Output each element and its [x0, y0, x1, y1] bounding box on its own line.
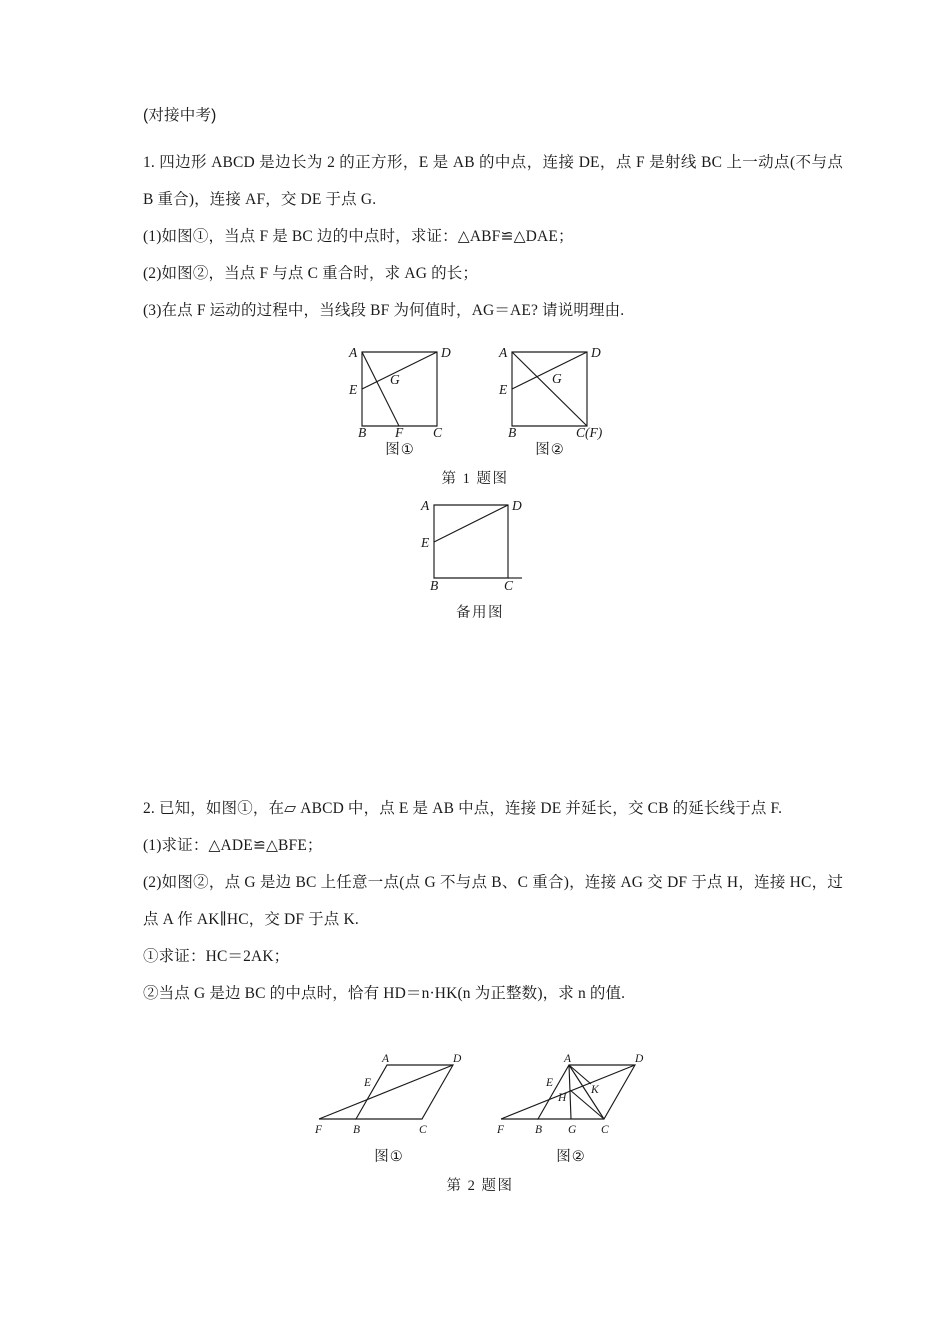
figure-1-label-F: F: [395, 425, 404, 440]
figure-2-label-E: E: [499, 382, 508, 397]
problem-1-figure-2-caption: 图②: [535, 442, 565, 458]
figure-1-label-B: B: [358, 425, 367, 440]
p2-f1-label-A: A: [382, 1053, 390, 1065]
problem-2-statement: 2. 已知，如图①，在▱ ABCD 中，点 E 是 AB 中点，连接 DE 并延长，交 CB 的延长线于点 F.: [143, 800, 783, 817]
problem-1-part-1: (1)如图①，当点 F 是 BC 边的中点时，求证：△ABF≌△DAE；: [143, 227, 574, 245]
backup-label-A: A: [421, 498, 430, 513]
p2-f2-label-K: K: [591, 1084, 599, 1096]
p2-f1-label-B: B: [353, 1124, 361, 1136]
figure-2-label-C-F: C(F): [576, 425, 603, 440]
problem-1-statement: 1. 四边形 ABCD 是边长为 2 的正方形，E 是 AB 的中点，连接 DE，点 F 是射线 BC 上一动点(不与点 B 重合)，连接 AF，交 DE 于点 G.: [143, 153, 843, 208]
p2-f1-label-F: F: [315, 1124, 323, 1136]
problem-1-part-3: (3)在点 F 运动的过程中，当线段 BF 为何值时，AG＝AE? 请说明理由.: [143, 301, 625, 319]
problem-1-figure-2: [490, 338, 610, 459]
figure-1-label-E: E: [349, 382, 358, 397]
p2-f2-label-E: E: [546, 1077, 554, 1089]
backup-label-E: E: [421, 535, 430, 550]
problem-1-figure-group: [325, 338, 625, 488]
backup-figure-drawing: [400, 495, 560, 595]
problem-2-figure-group: [310, 1053, 650, 1195]
p2-figure-2-caption: 图②: [556, 1149, 586, 1165]
figure-2-label-D: D: [591, 345, 601, 360]
problem-1-part-2: (2)如图②，当点 F 与点 C 重合时，求 AG 的长；: [143, 264, 479, 282]
figure-1-label-G: G: [390, 372, 400, 387]
p2-f2-label-C: C: [601, 1124, 609, 1136]
problem-1-figure-1: [340, 338, 460, 459]
problem-2-part-2: (2)如图②，点 G 是边 BC 上任意一点(点 G 不与点 B、C 重合)，连接 AG 交 DF 于点 H，连接 HC，过点 A 作 AK∥HC，交 DF 于点 K.: [143, 874, 843, 928]
p2-figure-1-drawing: [309, 1053, 469, 1139]
problem-2-part-2-sub-2: ②当点 G 是边 BC 的中点时，恰有 HD＝n·HK(n 为正整数)，求 n 的值.: [143, 985, 626, 1002]
problem-1-figure-group-caption: 第 1 题图: [441, 471, 509, 487]
backup-label-B: B: [430, 578, 439, 593]
p2-f2-label-B: B: [535, 1124, 543, 1136]
backup-label-C: C: [504, 578, 514, 593]
problem-2-figure-1: [309, 1053, 469, 1166]
backup-figure-caption: 备用图: [456, 605, 504, 621]
problem-1-figure-1-caption: 图①: [385, 442, 415, 458]
problem-2-figure-group-caption: 第 2 题图: [446, 1178, 514, 1194]
figure-2-drawing: [490, 338, 610, 440]
p2-figure-2-drawing: [491, 1053, 651, 1139]
problem-2-part-1: (1)求证：△ADE≌△BFE；: [143, 837, 323, 854]
p2-f2-label-F: F: [497, 1124, 505, 1136]
figure-1-drawing: [340, 338, 460, 440]
p2-f2-label-D: D: [635, 1053, 644, 1065]
p2-f1-label-D: D: [453, 1053, 462, 1065]
figure-2-label-A: A: [499, 345, 508, 360]
figure-1-label-A: A: [349, 345, 358, 360]
problem-1-backup-figure: [400, 495, 560, 622]
figure-1-label-D: D: [441, 345, 451, 360]
backup-label-D: D: [512, 498, 522, 513]
figure-1-label-C: C: [433, 425, 443, 440]
problem-2-part-2-sub-1: ①求证：HC＝2AK；: [143, 948, 290, 965]
p2-f2-label-H: H: [558, 1092, 567, 1104]
p2-f1-label-C: C: [419, 1124, 427, 1136]
p2-f2-label-G: G: [568, 1124, 577, 1136]
text-column-2: [143, 790, 843, 1012]
section-tag: (对接中考): [143, 107, 217, 124]
p2-figure-1-caption: 图①: [374, 1149, 404, 1165]
p2-f1-label-E: E: [364, 1077, 372, 1089]
p2-f2-label-A: A: [564, 1053, 572, 1065]
problem-2-figure-2: [491, 1053, 651, 1166]
figure-2-label-G: G: [552, 371, 562, 386]
text-column: [143, 108, 843, 329]
figure-2-label-B: B: [508, 425, 517, 440]
